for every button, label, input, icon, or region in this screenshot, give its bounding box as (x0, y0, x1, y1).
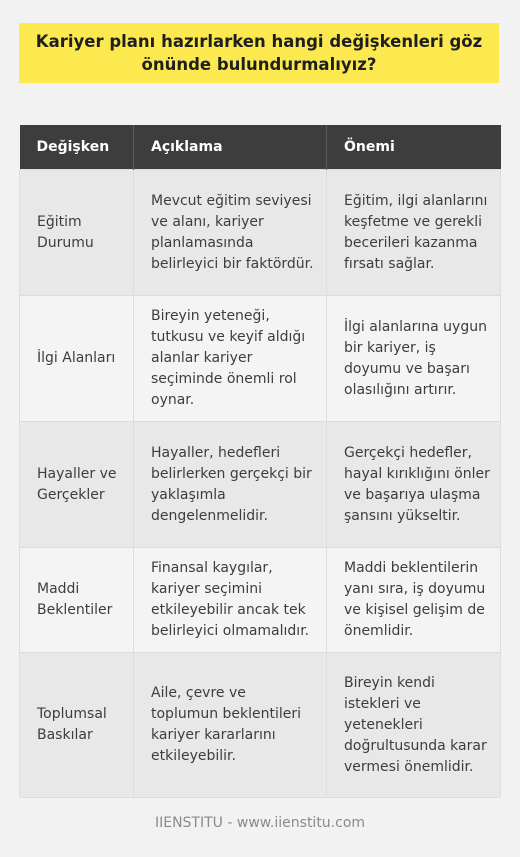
description-cell: Hayaller, hedefleri belirlerken gerçekçi bir yaklaşımla dengelenmelidir. (134, 422, 327, 548)
column-header-variable: Değişken (20, 125, 134, 170)
footer-credit: IIENSTITU - www.iienstitu.com (154, 815, 366, 831)
table-row (20, 548, 501, 653)
variable-cell: İlgi Alanları (20, 296, 134, 422)
importance-cell: Eğitim, ilgi alanlarını keşfetme ve gerekli becerileri kazanma fırsatı sağlar. (327, 170, 501, 296)
description-cell: Mevcut eğitim seviyesi ve alanı, kariyer planlamasında belirleyici bir faktördür. (134, 170, 327, 296)
variable-cell: Toplumsal Baskılar (20, 653, 134, 798)
title-banner (19, 23, 499, 83)
page-title: Kariyer planı hazırlarken hangi değişkenleri göz önünde bulundurmalıyız? (35, 32, 483, 74)
description-cell: Aile, çevre ve toplumun beklentileri kariyer kararlarını etkileyebilir. (134, 653, 327, 798)
importance-cell: Gerçekçi hedefler, hayal kırıklığını önler ve başarıya ulaşma şansını yükseltir. (327, 422, 501, 548)
importance-cell: Maddi beklentilerin yanı sıra, iş doyumu ve kişisel gelişim de önemlidir. (327, 548, 501, 653)
description-cell: Bireyin yeteneği, tutkusu ve keyif aldığı alanlar kariyer seçiminde önemli rol oynar. (134, 296, 327, 422)
variable-cell: Eğitim Durumu (20, 170, 134, 296)
variable-cell: Hayaller ve Gerçekler (20, 422, 134, 548)
table-header-row (20, 125, 501, 170)
column-header-description: Açıklama (134, 125, 327, 170)
table-row (20, 653, 501, 798)
importance-cell: Bireyin kendi istekleri ve yetenekleri doğrultusunda karar vermesi önemlidir. (327, 653, 501, 798)
column-header-importance: Önemi (327, 125, 501, 170)
table-row (20, 170, 501, 296)
variable-cell: Maddi Beklentiler (20, 548, 134, 653)
description-cell: Finansal kaygılar, kariyer seçimini etkileyebilir ancak tek belirleyici olmamalıdır. (134, 548, 327, 653)
importance-cell: İlgi alanlarına uygun bir kariyer, iş doyumu ve başarı olasılığını artırır. (327, 296, 501, 422)
data-table (19, 125, 501, 798)
table-row (20, 296, 501, 422)
table-row (20, 422, 501, 548)
